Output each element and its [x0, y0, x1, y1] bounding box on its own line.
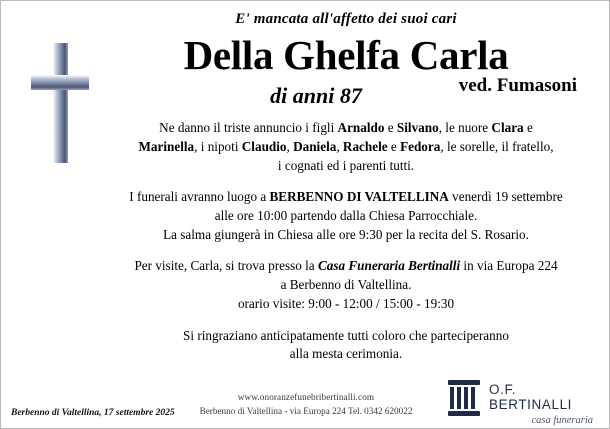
cross-icon: [31, 43, 89, 163]
grandchild-3-name: Rachele: [342, 138, 388, 154]
visits-paragraph: [109, 257, 583, 313]
announcement-line-3: i cognati ed i parenti tutti.: [277, 157, 415, 173]
visits-line-2: a Berbenno di Valtellina.: [280, 277, 412, 293]
son-1-name: Arnaldo: [337, 120, 385, 136]
logo-subtitle: casa funeraria: [531, 415, 593, 426]
footer-place-date: Berbenno di Valtellina, 17 settembre 2025: [11, 408, 175, 418]
son-2-name: Silvano: [396, 120, 439, 136]
funeral-place: BERBENNO DI VALTELLINA: [269, 189, 449, 205]
footer: [1, 376, 609, 426]
logo-brand: O.F. BERTINALLI: [489, 382, 573, 412]
daughter-in-law-1-name: Clara: [491, 120, 524, 136]
footer-address: Berbenno di Valtellina - via Europa 224 Tel. 0342 620022: [199, 406, 413, 417]
announcement-line-2: Marinella, i nipoti Claudio, Daniela, Rachele e Fedora, le sorelle, il fratello,: [138, 138, 554, 154]
visits-line-3: orario visite: 9:00 - 12:00 / 15:00 - 19:30: [237, 295, 455, 311]
grandchild-1-name: Claudio: [241, 138, 287, 154]
company-logo: [447, 376, 597, 426]
kicker-text: E' mancata all'affetto dei suoi cari: [235, 11, 457, 27]
memorial-content: [97, 11, 595, 375]
funeral-line-3: La salma giungerà in Chiesa alle ore 9:30 per la recita del S. Rosario.: [163, 226, 529, 242]
visits-line-1: Per visite, Carla, si trova presso la Casa Funeraria Bertinalli in via Europa 224: [134, 258, 558, 274]
announcement-line-1: Ne danno il triste annuncio i figli Arnaldo e Silvano, le nuore Clara e: [159, 120, 533, 136]
grandchild-4-name: Fedora: [400, 138, 441, 154]
logo-text-block: [489, 382, 597, 426]
cross-vertical-bar: [53, 43, 68, 163]
cross-horizontal-bar: [31, 75, 89, 90]
thanks-line-1: Si ringraziano anticipatamente tutti coloro che parteciperanno: [183, 327, 509, 343]
widow-of-label: ved. Fumasoni: [458, 75, 577, 97]
thanks-paragraph: [109, 327, 583, 364]
footer-contact-block: [161, 391, 451, 419]
announcement-paragraph: [109, 119, 583, 175]
grandchild-2-name: Daniela: [293, 138, 337, 154]
column-icon: [447, 378, 481, 418]
funeral-paragraph: [109, 188, 583, 244]
age-label: di anni 87: [270, 83, 362, 109]
deceased-name: Della Ghelfa Carla: [183, 32, 509, 78]
funeral-line-1: I funerali avranno luogo a BERBENNO DI VALTELLINA venerdì 19 settembre: [129, 189, 563, 205]
footer-website[interactable]: www.onoranzefunebribertinalli.com: [237, 392, 375, 403]
thanks-line-2: alla mesta cerimonia.: [289, 346, 403, 362]
funeral-home-name: Casa Funeraria Bertinalli: [317, 258, 461, 274]
funeral-line-2: alle ore 10:00 partendo dalla Chiesa Parrocchiale.: [214, 207, 478, 223]
daughter-in-law-2-name: Marinella: [138, 138, 195, 154]
